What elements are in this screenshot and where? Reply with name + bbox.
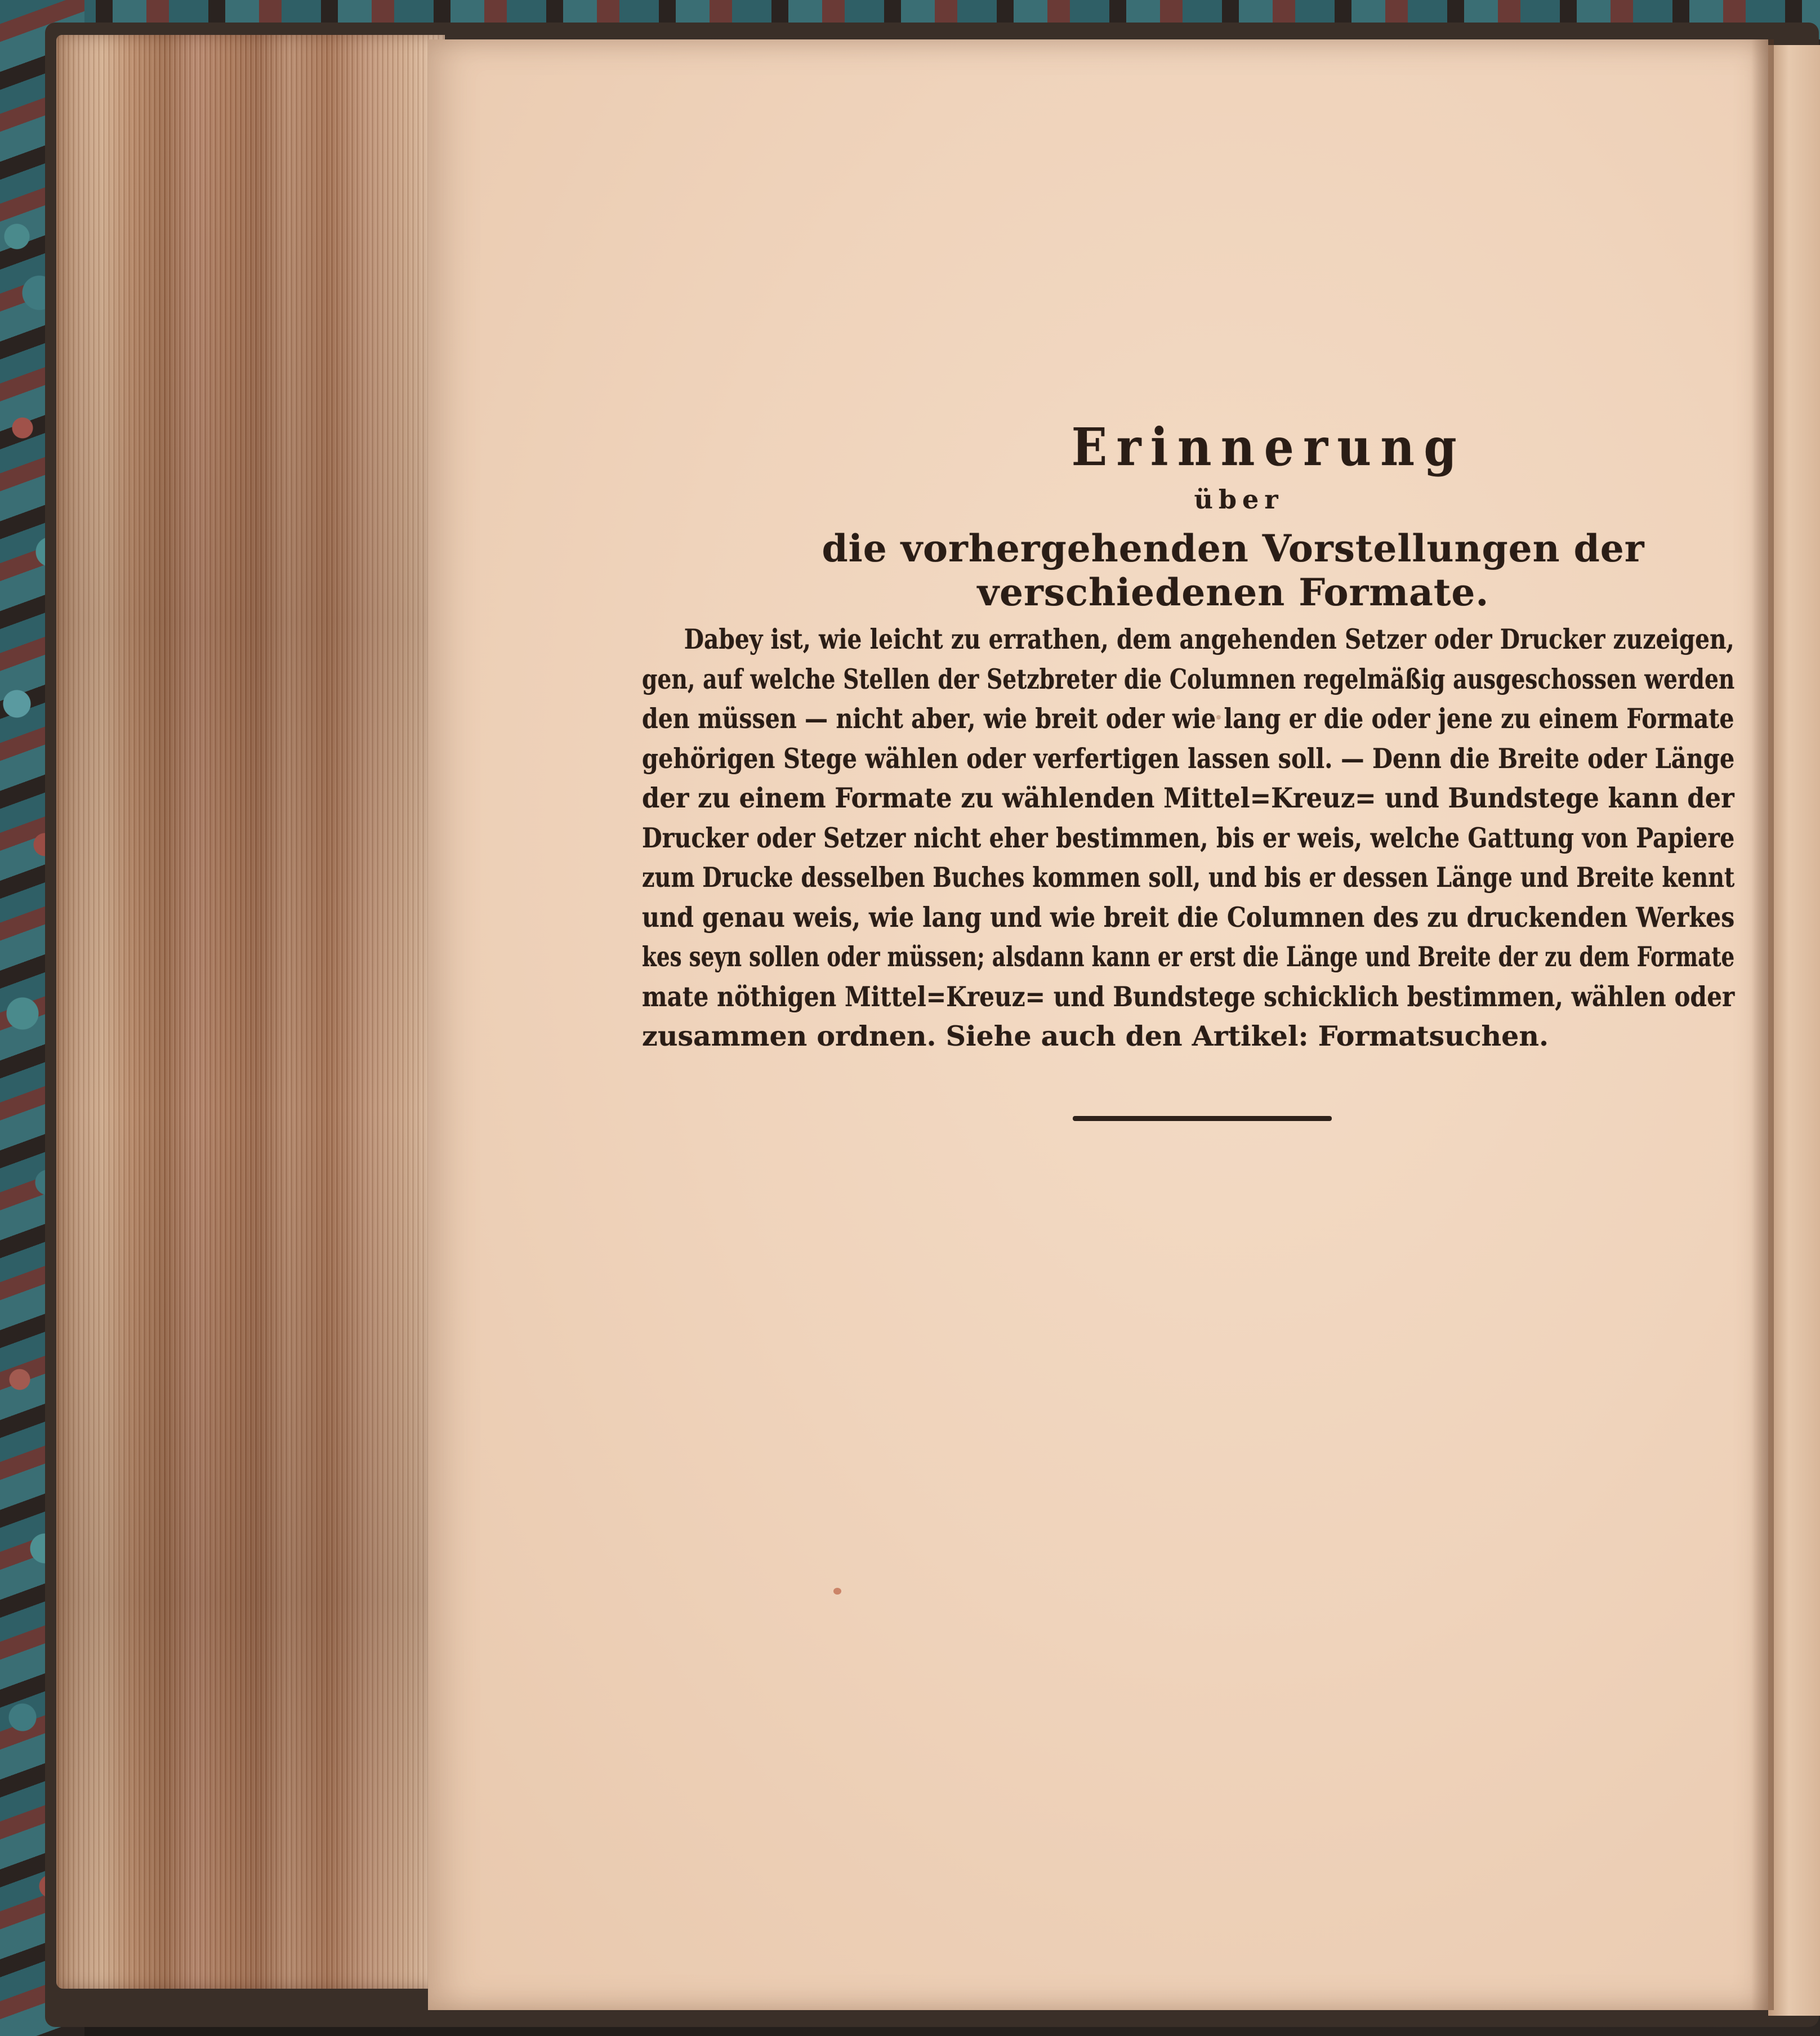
body-line: mate nöthigen Mittel=Kreuz= und Bundstege schicklich bestimmen, wählen oder (642, 980, 1735, 1013)
page-title: Erinnerung (1071, 417, 1466, 477)
body-line: zum Drucke desselben Buches kommen soll, und bis er dessen Länge und Breite kennt (642, 861, 1735, 894)
body-line: kes seyn sollen oder müssen; alsdann kann er erst die Länge und Breite der zu dem Formate (642, 940, 1735, 973)
body-line: gen, auf welche Stellen der Setzbreter die Columnen regelmäßig ausgeschossen werden (642, 662, 1735, 695)
body-line: Drucker oder Setzer nicht eher bestimmen, bis er weis, welche Gattung von Papiere (642, 821, 1735, 854)
gutter-shadow (1751, 39, 1774, 2010)
page-edges (56, 35, 445, 1989)
body-paragraph (642, 619, 1734, 1056)
paper-speck (833, 1588, 841, 1595)
body-line: und genau weis, wie lang und wie breit die Columnen des zu druckenden Werkes (642, 900, 1735, 934)
body-line: Dabey ist, wie leicht zu errathen, dem angehenden Setzer oder Drucker zuzeigen, (684, 623, 1734, 655)
end-rule (1073, 1116, 1332, 1121)
page-heading: die vorhergehenden Vorstellungen der verschiedenen Formate. (822, 526, 1645, 614)
body-line: den müssen — nicht aber, wie breit oder wie lang er die oder jene zu einem Formate (642, 702, 1734, 735)
body-line: zusammen ordnen. Siehe auch den Artikel: Formatsuchen. (642, 1020, 1549, 1052)
body-line: der zu einem Formate zu wählenden Mittel=Kreuz= und Bundstege kann der (642, 782, 1734, 814)
page-subtitle: über (1194, 484, 1284, 515)
facing-page-edge (1768, 45, 1820, 2016)
body-line: gehörigen Stege wählen oder verfertigen lassen soll. — Denn die Breite oder Länge (642, 742, 1735, 775)
